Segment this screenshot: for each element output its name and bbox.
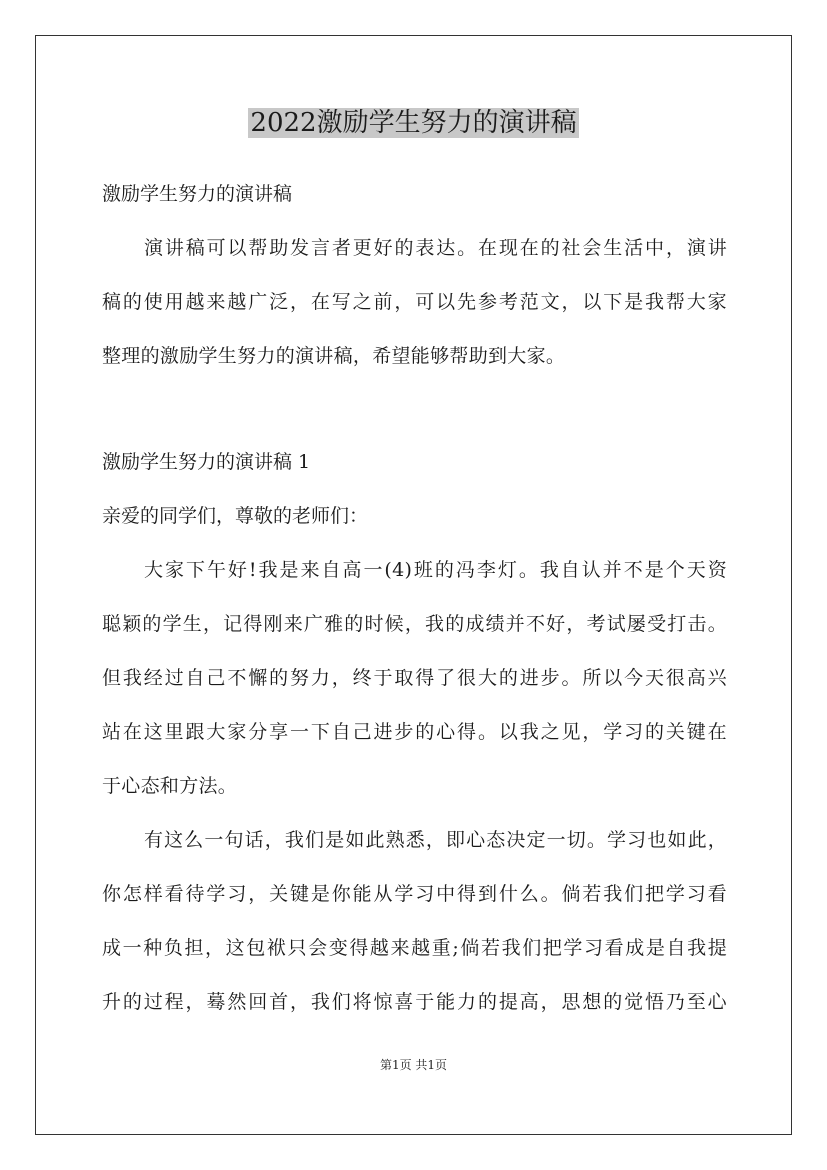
intro-line: 稿的使用越来越广泛，在写之前，可以先参考范文，以下是我帮大家 xyxy=(102,291,727,313)
paragraph1-line: 大家下午好!我是来自高一(4)班的冯李灯。我自认并不是个天资 xyxy=(144,559,727,581)
document-title xyxy=(0,103,827,143)
intro-line: 演讲稿可以帮助发言者更好的表达。在现在的社会生活中，演讲 xyxy=(144,237,727,259)
paragraph-spacer xyxy=(102,386,727,438)
paragraph1-line: 于心态和方法。 xyxy=(102,775,238,797)
paragraph2-line: 有这么一句话，我们是如此熟悉，即心态决定一切。学习也如此， xyxy=(144,829,727,851)
section-heading: 激励学生努力的演讲稿 1 xyxy=(102,451,311,473)
document-title-text: 2022激励学生努力的演讲稿 xyxy=(250,108,577,138)
paragraph2-line: 升的过程，蓦然回首，我们将惊喜于能力的提高，思想的觉悟乃至心 xyxy=(102,991,727,1013)
paragraph1-line: 但我经过自己不懈的努力，终于取得了很大的进步。所以今天很高兴 xyxy=(102,667,727,689)
intro-line: 整理的激励学生努力的演讲稿，希望能够帮助到大家。 xyxy=(102,345,566,367)
document-subtitle: 激励学生努力的演讲稿 xyxy=(102,183,293,205)
paragraph2-line: 成一种负担，这包袱只会变得越来越重;倘若我们把学习看成是自我提 xyxy=(102,937,727,959)
greeting: 亲爱的同学们，尊敬的老师们： xyxy=(102,505,369,527)
paragraph1-line: 站在这里跟大家分享一下自己进步的心得。以我之见，学习的关键在 xyxy=(102,721,727,743)
document-body xyxy=(102,170,727,1032)
paragraph2-line: 你怎样看待学习，关键是你能从学习中得到什么。倘若我们把学习看 xyxy=(102,883,727,905)
paragraph1-line: 聪颖的学生，记得刚来广雅的时候，我的成绩并不好，考试屡受打击。 xyxy=(102,613,727,635)
page-footer: 第1页 共1页 xyxy=(379,1058,448,1072)
